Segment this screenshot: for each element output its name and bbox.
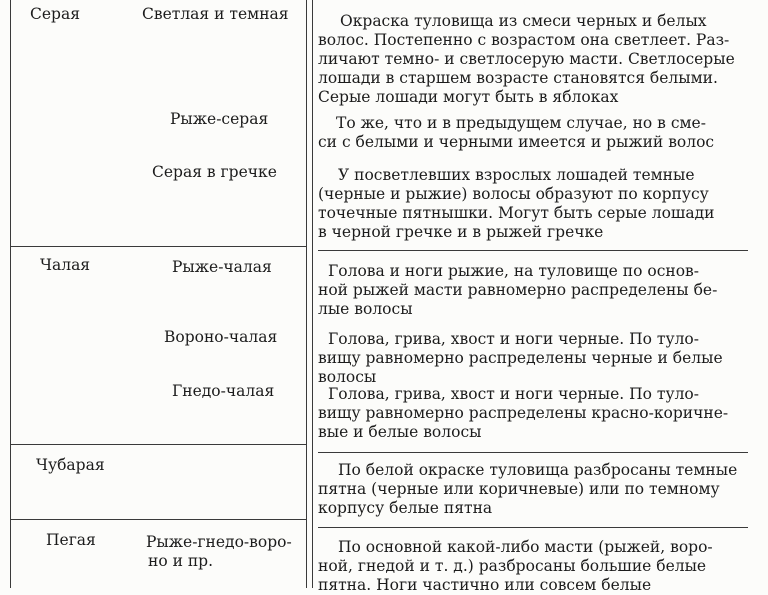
main-color-piebald: Пегая [46,531,96,549]
main-color-leopard: Чубарая [36,456,105,474]
row-divider-left-2 [10,444,306,445]
row-divider-right-1 [318,250,748,251]
subtype-red-roan: Рыже-чалая [172,258,272,276]
row-divider-left-3 [10,519,306,520]
column-divider-1 [306,0,307,588]
column-divider-2 [312,0,313,588]
desc-bay-roan: Голова, грива, хвост и ноги черные. По туло- вищу равномерно распределены красно-коричне- вые и белые волосы [318,385,729,441]
desc-piebald: По основной какой-либо масти (рыжей, воро- ной, гнедой и т. д.) разбросаны большие белые пятна. Ноги частично или совсем белые [318,538,713,594]
desc-blue-roan: Голова, грива, хвост и ноги черные. По туло- вищу равномерно распределены черные и белые волосы [318,330,723,386]
desc-leopard: По белой окраске туловища разбросаны темные пятна (черные или коричневые) или по темному корпусу белые пятна [318,461,738,517]
subtype-flea-bitten: Серая в гречке [152,163,277,181]
desc-light-dark: Окраска туловища из смеси черных и белых волос. Постепенно с возрастом она светлеет. Раз- личают темно- и светлосерую масти. Светлосерые лошади в старшем возрасте становятся белыми. Серые лошади могут быть в яблоках [318,12,735,106]
subtype-piebald: Рыже-гнедо-воро- но и пр. [146,533,292,570]
subtype-bay-roan: Гнедо-чалая [172,382,275,400]
main-color-gray: Серая [30,5,80,23]
main-color-roan: Чалая [40,256,91,274]
subtype-red-gray: Рыже-серая [170,110,269,128]
row-divider-right-2 [318,452,748,453]
row-divider-left-1 [10,246,306,247]
subtype-blue-roan: Вороно-чалая [164,328,278,346]
desc-flea-bitten: У посветлевших взрослых лошадей темные (черные и рыжие) волосы образуют по корпусу точечные пятнышки. Могут быть серые лошади в черной гречке и в рыжей гречке [318,166,715,241]
desc-red-gray: То же, что и в предыдущем случае, но в сме- си с белыми и черными имеется и рыжий волос [318,114,715,151]
desc-red-roan: Голова и ноги рыжие, на туловище по основ- ной рыжей масти равномерно распределены бе- лые волосы [318,262,718,318]
row-divider-right-3 [318,527,748,528]
table-left-border [10,0,11,588]
subtype-light-dark: Светлая и темная [142,5,289,23]
